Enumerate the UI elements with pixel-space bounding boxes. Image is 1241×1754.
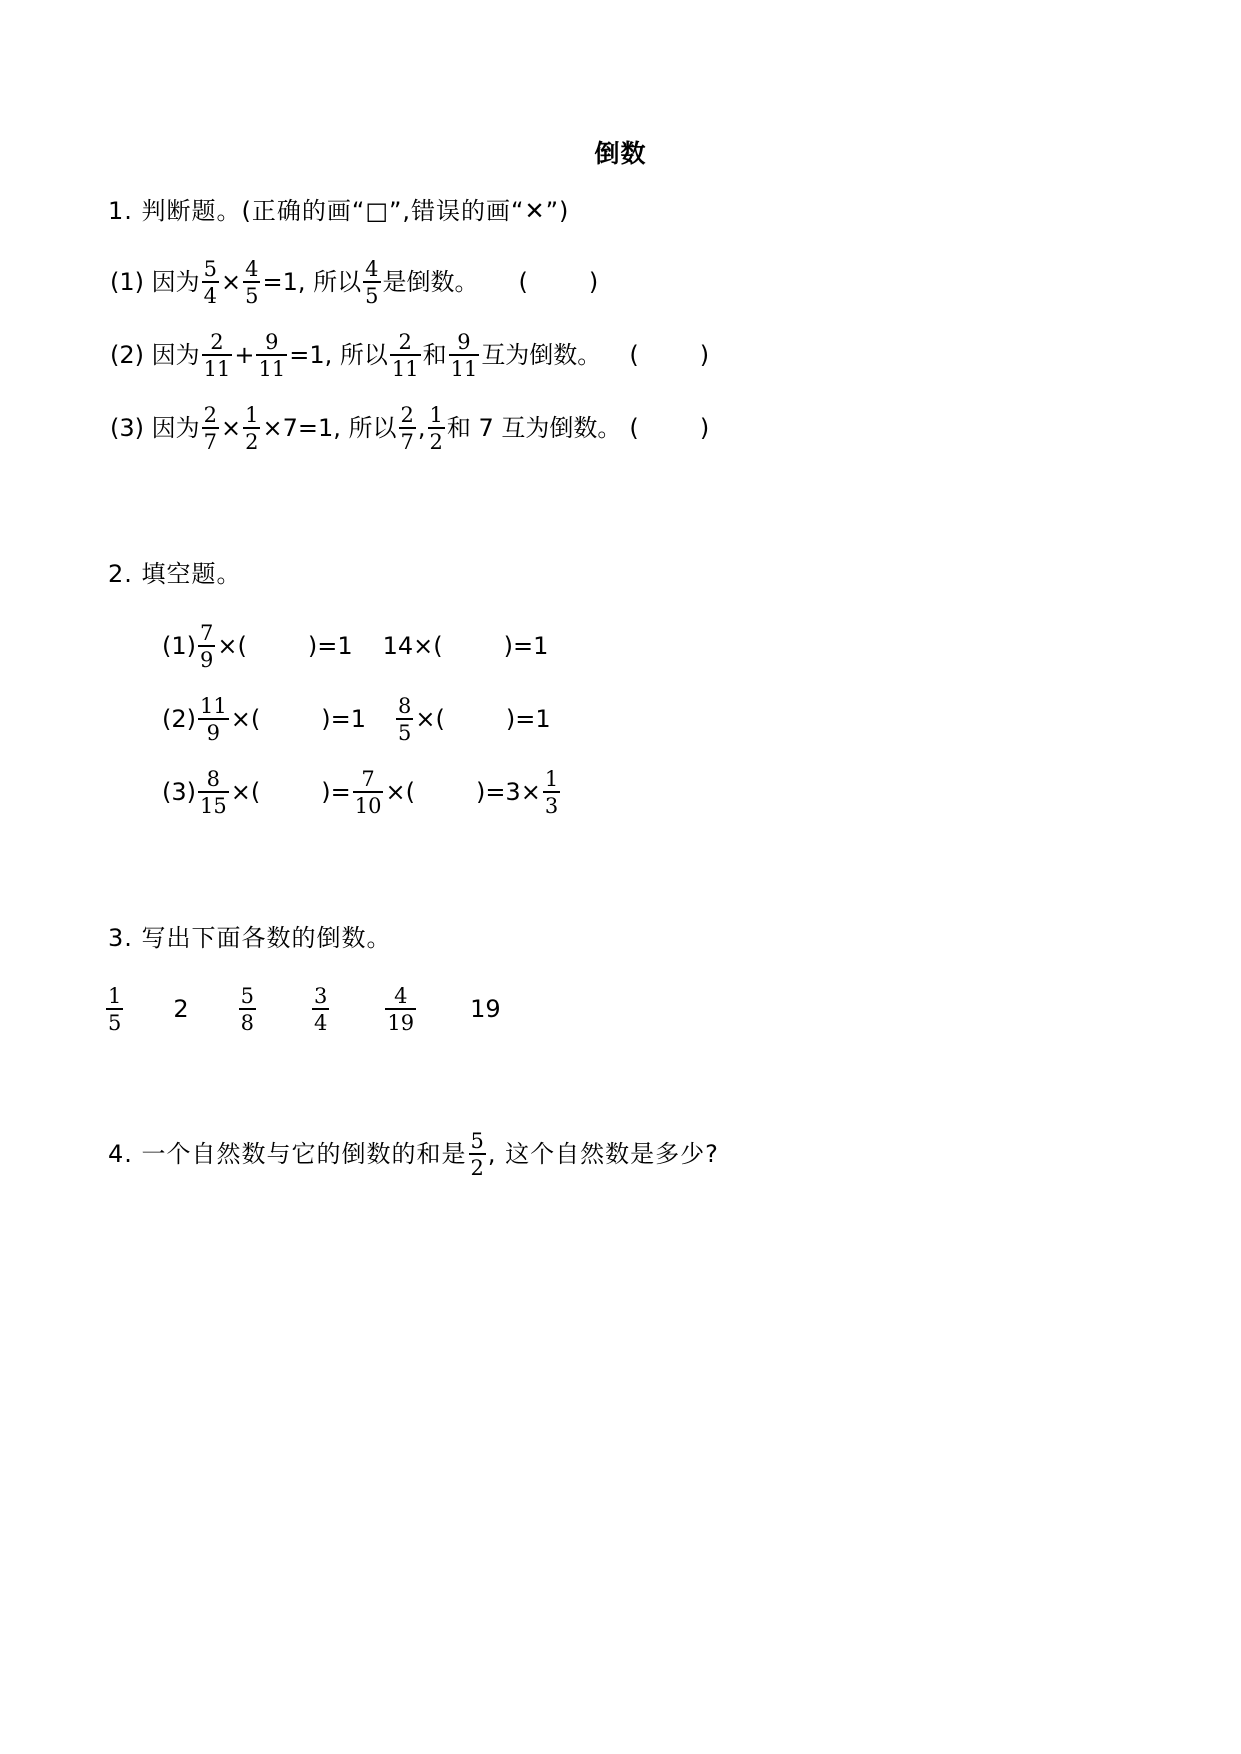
numerator: 1 xyxy=(544,767,559,791)
fill-blank-expression[interactable]: ×( )= xyxy=(230,778,351,807)
fraction xyxy=(239,985,256,1034)
numerator: 4 xyxy=(245,257,259,281)
fill-blank-expression[interactable]: 14×( )=1 xyxy=(382,632,549,661)
denominator: 9 xyxy=(200,647,214,672)
numerator: 3 xyxy=(314,984,328,1008)
q1-item-1 xyxy=(110,258,598,307)
numerator: 5 xyxy=(240,984,255,1008)
item-middle-text: ×7=1, 所以 xyxy=(262,414,397,443)
numerator: 2 xyxy=(398,330,412,354)
q2-item-3 xyxy=(162,768,562,817)
item-tail-text: 和 7 互为倒数。 xyxy=(446,414,622,443)
item-label: (2) xyxy=(162,705,196,734)
item-prefix: (3) 因为 xyxy=(110,414,200,443)
fraction xyxy=(399,404,416,453)
page-title: 倒数 xyxy=(594,139,647,168)
denominator: 11 xyxy=(391,356,419,381)
denominator: 5 xyxy=(397,720,412,745)
numerator: 2 xyxy=(400,403,414,427)
answer-blank[interactable]: ( ) xyxy=(629,414,710,443)
denominator: 2 xyxy=(470,1155,484,1180)
fill-blank-expression[interactable]: ×( )=3× xyxy=(385,778,541,807)
q2-item-2 xyxy=(162,695,551,744)
item-tail-text: 是倒数。 xyxy=(382,268,479,297)
q1-heading-text: 1. 判断题。(正确的画“□”,错误的画“✕”) xyxy=(108,197,570,225)
operator: × xyxy=(221,414,242,443)
denominator: 10 xyxy=(354,793,382,818)
numerator: 1 xyxy=(429,403,443,427)
fraction xyxy=(243,404,260,453)
denominator: 3 xyxy=(544,793,559,818)
fraction xyxy=(312,985,329,1034)
numerator: 8 xyxy=(397,694,412,718)
fraction xyxy=(543,768,560,817)
numerator: 2 xyxy=(203,403,217,427)
numerator: 1 xyxy=(245,403,259,427)
denominator: 2 xyxy=(429,429,443,454)
denominator: 8 xyxy=(240,1010,255,1035)
numerator: 9 xyxy=(457,330,471,354)
fraction xyxy=(198,768,229,817)
fraction xyxy=(353,768,384,817)
denominator: 5 xyxy=(108,1010,122,1035)
fraction xyxy=(202,404,219,453)
fraction xyxy=(198,695,229,744)
item-and-text: 和 xyxy=(422,341,447,370)
whole-number: 2 xyxy=(173,995,189,1024)
fill-blank-expression[interactable]: ×( )=1 xyxy=(415,705,551,734)
item-middle-text: =1, 所以 xyxy=(289,341,388,370)
fraction xyxy=(106,985,123,1034)
numerator: 4 xyxy=(394,984,408,1008)
denominator: 11 xyxy=(450,356,478,381)
item-middle-text: =1, 所以 xyxy=(262,268,362,297)
answer-blank[interactable]: ( ) xyxy=(629,341,710,370)
numerator: 4 xyxy=(365,257,379,281)
q4-text-before: 4. 一个自然数与它的倒数的和是 xyxy=(108,1140,467,1169)
denominator: 15 xyxy=(200,793,227,818)
fraction xyxy=(449,331,480,380)
fraction xyxy=(428,404,445,453)
item-label: (3) xyxy=(162,778,196,807)
q1-item-2 xyxy=(110,331,709,380)
numerator: 5 xyxy=(203,257,217,281)
fraction xyxy=(202,258,219,307)
q2-heading xyxy=(108,562,242,586)
denominator: 11 xyxy=(258,356,286,381)
numerator: 7 xyxy=(200,621,214,645)
operator: × xyxy=(221,268,242,297)
item-label: (1) xyxy=(162,632,196,661)
q1-item-3 xyxy=(110,404,709,453)
numerator: 2 xyxy=(210,330,224,354)
fraction xyxy=(243,258,260,307)
numerator: 8 xyxy=(206,767,221,791)
operator: + xyxy=(234,341,255,370)
whole-number: 19 xyxy=(470,995,501,1024)
denominator: 9 xyxy=(206,720,221,745)
answer-blank[interactable]: ( ) xyxy=(518,268,599,297)
numerator: 9 xyxy=(265,330,279,354)
fraction xyxy=(385,985,416,1034)
denominator: 5 xyxy=(245,283,259,308)
denominator: 4 xyxy=(203,283,217,308)
numerator: 1 xyxy=(108,984,122,1008)
item-prefix: (2) 因为 xyxy=(110,341,200,370)
q4-text-after: , 这个自然数是多少? xyxy=(487,1140,719,1169)
q3-number-list xyxy=(104,985,501,1034)
fraction xyxy=(469,1130,486,1179)
item-comma: , xyxy=(417,414,426,443)
denominator: 7 xyxy=(203,429,217,454)
fraction xyxy=(390,331,421,380)
denominator: 19 xyxy=(387,1010,415,1035)
fraction xyxy=(198,622,215,671)
denominator: 2 xyxy=(245,429,259,454)
q3-heading-text: 3. 写出下面各数的倒数。 xyxy=(108,924,392,952)
fraction xyxy=(363,258,380,307)
numerator: 7 xyxy=(361,767,375,791)
denominator: 7 xyxy=(400,429,414,454)
denominator: 4 xyxy=(314,1010,328,1035)
fraction xyxy=(396,695,413,744)
fill-blank-expression[interactable]: ×( )=1 xyxy=(217,632,353,661)
q2-heading-text: 2. 填空题。 xyxy=(108,560,242,588)
q3-heading xyxy=(108,926,392,950)
denominator: 11 xyxy=(203,356,231,381)
numerator: 5 xyxy=(470,1129,484,1153)
denominator: 5 xyxy=(365,283,379,308)
q4-question xyxy=(108,1130,719,1179)
item-tail-text: 互为倒数。 xyxy=(481,341,602,370)
fill-blank-expression[interactable]: ×( )=1 xyxy=(230,705,366,734)
fraction xyxy=(202,331,233,380)
numerator: 11 xyxy=(200,694,227,718)
item-prefix: (1) 因为 xyxy=(110,268,200,297)
q2-item-1 xyxy=(162,622,548,671)
q1-heading xyxy=(108,199,569,223)
fraction xyxy=(256,331,287,380)
